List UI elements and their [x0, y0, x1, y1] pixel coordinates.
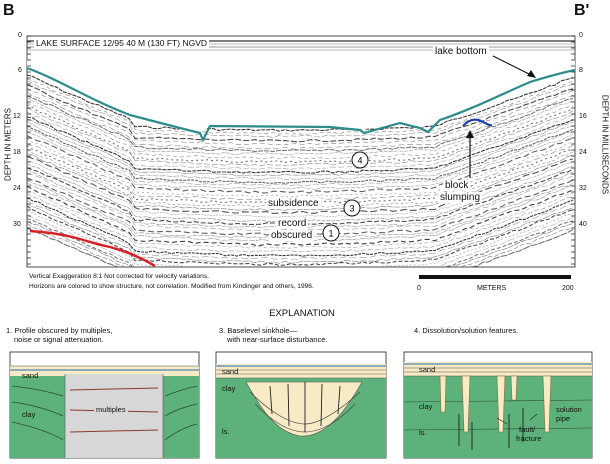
right-tick-16: 16	[579, 113, 587, 120]
callout-3: 3	[349, 203, 355, 214]
solution-pipe-4	[511, 376, 517, 400]
right-axis-title: DEPTH IN MILLISECONDS	[600, 94, 610, 195]
scale-bar-unit: METERS	[477, 285, 507, 292]
panel4-sand-label: sand	[419, 365, 436, 374]
record-obscured-label-1: record	[278, 218, 307, 229]
left-tick-18: 18	[13, 149, 21, 156]
right-tick-8: 8	[579, 67, 583, 74]
item3-caption-2: with near-surface disturbance.	[227, 335, 328, 344]
left-tick-30: 30	[13, 221, 21, 228]
panel1-multiples-label: multiples	[96, 405, 126, 414]
left-tick-6: 6	[18, 67, 22, 74]
block-slumping-label-1: block	[445, 180, 469, 191]
right-tick-40: 40	[579, 221, 587, 228]
left-axis-title: DEPTH IN METERS	[3, 108, 13, 181]
panel-3	[216, 352, 386, 458]
left-tick-24: 24	[13, 185, 21, 192]
profile-left-label: B	[3, 2, 15, 19]
callout-4: 4	[357, 155, 363, 166]
solution-pipe-1	[440, 376, 446, 412]
scale-bar-end: 200	[562, 285, 574, 292]
note-line-2: Horizons are colored to show structure, not correlation. Modified from Kindinger and others, 1996.	[29, 283, 314, 290]
item3-caption-1: 3. Baselevel sinkhole—	[219, 326, 297, 335]
panel1-sand-label: sand	[22, 371, 39, 380]
item1-caption-2: noise or signal attenuation.	[14, 335, 104, 344]
subsidence-label: subsidence	[268, 198, 319, 209]
panel4-clay-label: clay	[419, 402, 433, 411]
item1-caption-1: 1. Profile obscured by multiples,	[6, 326, 113, 335]
right-tick-32: 32	[579, 185, 587, 192]
panel3-sand-label: sand	[222, 367, 239, 376]
record-obscured-label-2: obscured	[271, 230, 313, 241]
item4-caption-1: 4. Dissolution/solution features.	[414, 326, 519, 335]
panel3-ls-label: ls.	[222, 427, 230, 436]
note-line-1: Vertical Exaggeration 8:1 Not corrected for velocity variations.	[29, 273, 209, 280]
panel4-fault-label-2: fracture	[516, 434, 542, 443]
panel4-ls-label: ls.	[419, 428, 427, 437]
block-slumping-label-2: slumping	[440, 192, 481, 203]
explanation-title: EXPLANATION	[269, 308, 335, 319]
left-tick-12: 12	[13, 113, 21, 120]
panel4-pipe-label-1: solution	[556, 405, 582, 414]
panel1-multiples-zone	[65, 374, 163, 458]
panel4-pipe-label-2: pipe	[556, 414, 571, 423]
right-tick-24: 24	[579, 149, 587, 156]
right-tick-0: 0	[579, 32, 583, 39]
left-tick-0: 0	[18, 32, 22, 39]
callout-1: 1	[328, 228, 334, 239]
profile-right-label: B'	[574, 2, 590, 19]
lake-bottom-label: lake bottom	[435, 46, 487, 57]
explanation-panels	[0, 352, 604, 462]
profile-header: LAKE SURFACE 12/95 40 M (130 FT) NGVD	[36, 38, 208, 48]
panel1-clay-label: clay	[22, 410, 36, 419]
panel3-clay-label: clay	[222, 384, 236, 393]
panel4-fault-label-1: fault/	[519, 425, 536, 434]
scale-bar	[419, 275, 571, 279]
scale-bar-start: 0	[417, 285, 421, 292]
